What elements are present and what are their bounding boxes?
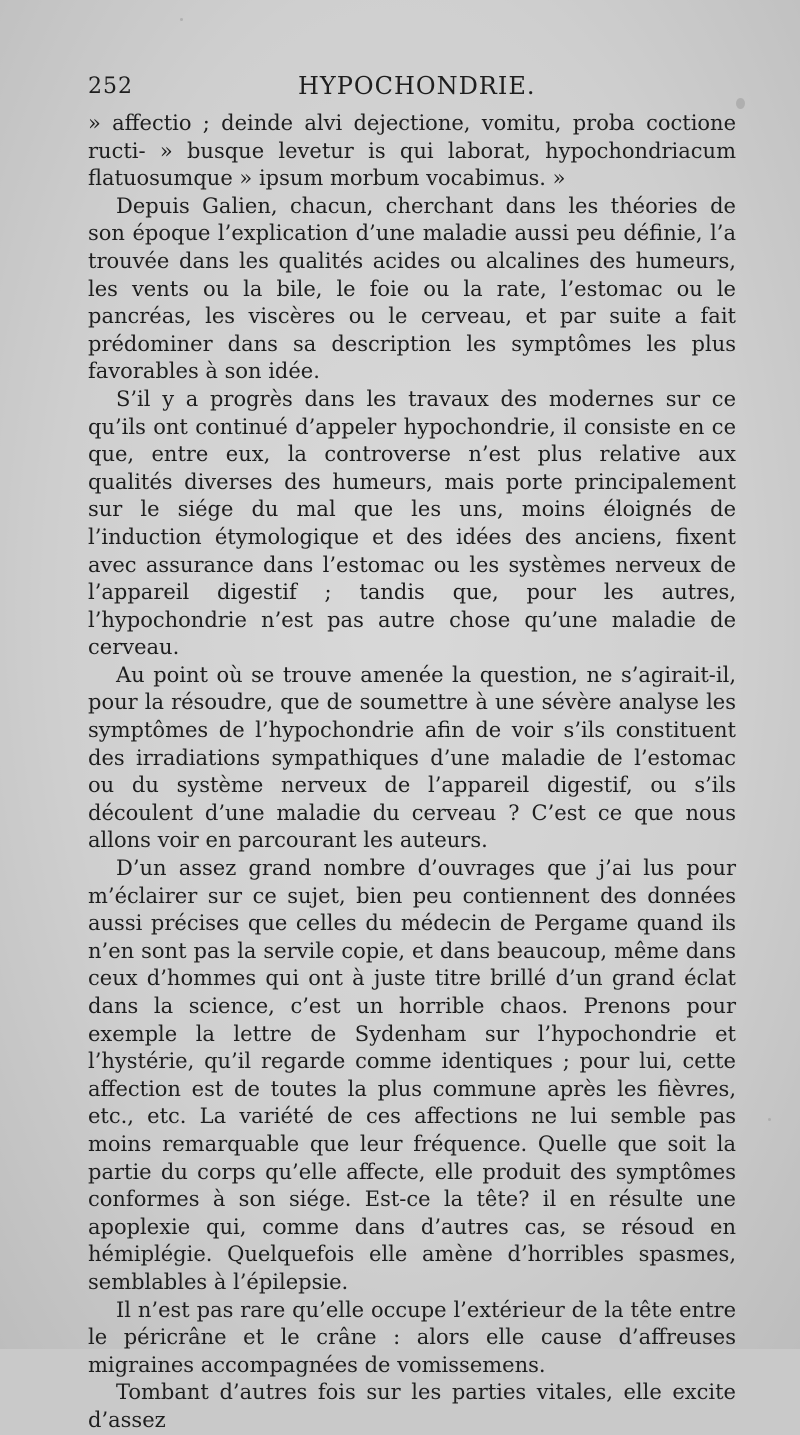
page-body xyxy=(88,110,736,1435)
paragraph-sydenham: D’un assez grand nombre d’ouvrages que j’ai lus pour m’éclairer sur ce sujet, bien peu contiennent des données aussi précises que celles du médecin de Pergame quand ils n’en sont pas la servile copie, et dans beaucoup, même dans ceux d’hommes qui ont à juste titre brillé d’un grand éclat dans la science, c’est un horrible chaos. Prenons pour exemple la lettre de Sydenham sur l’hypochondrie et l’hystérie, qu’il regarde comme identiques ; pour lui, cette affection est de toutes la plus commune après les fièvres, etc., etc. La variété de ces affections ne lui semble pas moins remarquable que leur fréquence. Quelle que soit la partie du corps qu’elle affecte, elle produit des symptômes conformes à son siége. Est-ce la tête? il en résulte une apoplexie qui, comme dans d’autres cas, se résoud en hémiplégie. Quelquefois elle amène d’horribles spasmes, semblables à l’épilepsie. xyxy=(88,856,736,1294)
paper-speck xyxy=(736,98,745,109)
paragraph-question: Au point où se trouve amenée la question, ne s’agirait-il, pour la résoudre, que de soumettre à une sévère analyse les symptômes de l’hypochondrie afin de voir s’ils constituent des irradiations sympathiques d’une maladie de l’estomac ou du système nerveux de l’appareil digestif, ou s’ils découlent d’une maladie du cerveau ? C’est ce que nous allons voir en parcourant les auteurs. xyxy=(88,662,736,853)
paragraph-pericrane: Il n’est pas rare qu’elle occupe l’extérieur de la tête entre le péricrâne et le crâne : alors elle cause d’affreuses migraines accompagnées de vomissemens. xyxy=(88,1297,736,1377)
running-title: HYPOCHONDRIE. xyxy=(298,72,536,100)
paragraph-modernes: S’il y a progrès dans les travaux des modernes sur ce qu’ils ont continué d’appeler hypochondrie, il consiste en ce que, entre eux, la controverse n’est plus relative aux qualités diverses des humeurs, mais porte principalement sur le siége du mal que les uns, moins éloignés de l’induction étymologique et des idées des anciens, fixent avec assurance dans l’estomac ou les systèmes nerveux de l’appareil digestif ; tandis que, pour les autres, l’hypochondrie n’est pas autre chose qu’une maladie de cerveau. xyxy=(88,386,736,660)
paragraph-parties-vitales: Tombant d’autres fois sur les parties vitales, elle excite d’assez xyxy=(88,1380,736,1432)
page-header xyxy=(88,70,736,104)
paragraph-galien: Depuis Galien, chacun, cherchant dans les théories de son époque l’explication d’une maladie aussi peu définie, l’a trouvée dans les qualités acides ou alcalines des humeurs, les vents ou la bile, le foie ou la rate, l’estomac ou le pancréas, les viscères ou le cerveau, et par suite a fait prédominer dans sa description les symptômes les plus favorables à son idée. xyxy=(88,193,736,384)
page-number: 252 xyxy=(88,74,133,99)
paper-speck xyxy=(768,1118,771,1121)
paper-speck xyxy=(180,18,183,21)
paragraph-latin-quote: » affectio ; deinde alvi dejectione, vomitu, proba coctione ructi- » busque levetur is qui laborat, hypochondriacum flatuosumque » ipsum morbum vocabimus. » xyxy=(88,111,736,191)
